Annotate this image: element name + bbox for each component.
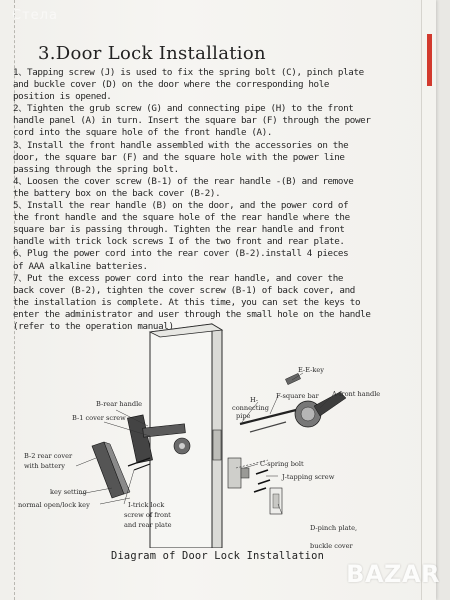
instruction-line: 2、Tighten the grub screw (G) and connecting pipe (H) to the front	[13, 103, 354, 115]
installation-diagram	[0, 318, 436, 548]
red-tab-marker	[427, 34, 432, 86]
instruction-line: and buckle cover (D) on the door where the corresponding hole	[13, 79, 330, 91]
label-h-pipe-2: connecting	[232, 404, 269, 412]
label-e-key: E-E-key	[298, 366, 324, 374]
label-normal-open-key: normal open/lock key	[18, 501, 90, 509]
label-d-pinch-plate: D-pinch plate,	[310, 524, 358, 532]
instruction-line: of AAA alkaline batteries.	[13, 260, 148, 272]
diagram-svg	[0, 318, 436, 548]
instruction-line: the front handle and the square hole of the rear handle where the	[13, 212, 350, 224]
label-b2-with-battery: with battery	[24, 462, 65, 470]
bazar-watermark-logo: BAZAR	[346, 560, 440, 588]
instruction-line: 5、Install the rear handle (B) on the door, and the power cord of	[13, 200, 349, 212]
label-j-tapping-screw: J-tapping screw	[282, 473, 335, 481]
instruction-line: enter the administrator and user through the small hole on the handle	[13, 308, 371, 320]
instruction-line: back cover (B-2), tighten the cover screw (B-1) of back cover, and	[13, 284, 355, 296]
instruction-list	[13, 67, 423, 333]
instruction-line: 7、Put the excess power cord into the rear handle, and cover the	[13, 272, 344, 284]
instruction-line: handle with trick lock screws I of the two front and rear plate.	[13, 236, 345, 248]
instruction-line: 3、Install the front handle assembled with the accessories on the	[13, 139, 349, 151]
label-b-rear-handle: B-rear handle	[96, 400, 143, 408]
label-i-trick-lock-1: I-trick lock	[128, 501, 165, 509]
instruction-line: 4、Loosen the cover screw (B-1) of the rear handle -(B) and remove	[13, 175, 354, 187]
label-key-setting: key setting	[50, 488, 87, 496]
instruction-line: square bar is passing through. Tighten the rear handle and front	[13, 224, 345, 236]
instruction-line: 6、Plug the power cord into the rear cover (B-2).install 4 pieces	[13, 248, 349, 260]
instruction-line: position is opened.	[13, 91, 112, 103]
rear-cover-illustration	[92, 442, 130, 498]
diagram-caption: Diagram of Door Lock Installation	[111, 550, 325, 562]
label-a-front-handle: A-front handle	[332, 390, 381, 398]
instruction-line: door, the square bar (F) and the square hole with the power line	[13, 151, 345, 163]
label-c-spring-bolt: C-spring bolt	[260, 460, 304, 468]
instruction-line: handle panel (A) in turn. Insert the square bar (F) through the power	[13, 115, 371, 127]
instruction-line: passing through the spring bolt.	[13, 163, 179, 175]
label-d-buckle-cover: buckle cover	[310, 542, 353, 548]
instruction-line: 1、Tapping screw (J) is used to fix the spring bolt (C), pinch plate	[13, 67, 364, 78]
label-h-pipe-3: pipe	[236, 412, 251, 420]
instruction-line: cord into the square hole of the front handle (A).	[13, 127, 273, 139]
label-f-square-bar: F-square bar	[276, 392, 319, 400]
label-i-trick-lock-2: screw of front	[124, 511, 171, 519]
watermark-top-left: Стела	[12, 8, 58, 23]
label-b2-rear-cover: B-2 rear cover	[24, 452, 73, 460]
label-i-trick-lock-3: and rear plate	[124, 521, 172, 529]
instruction-line: (refer to the operation manual)	[13, 320, 174, 332]
label-h-pipe-1: H-	[250, 396, 258, 404]
instruction-line: the installation is complete. At this time, you can set the keys to	[13, 296, 361, 308]
section-title: 3.Door Lock Installation	[38, 43, 266, 64]
label-b1-cover-screw: B-1 cover screw	[72, 414, 126, 422]
instruction-line: the battery box on the back cover (B-2).	[13, 187, 221, 199]
